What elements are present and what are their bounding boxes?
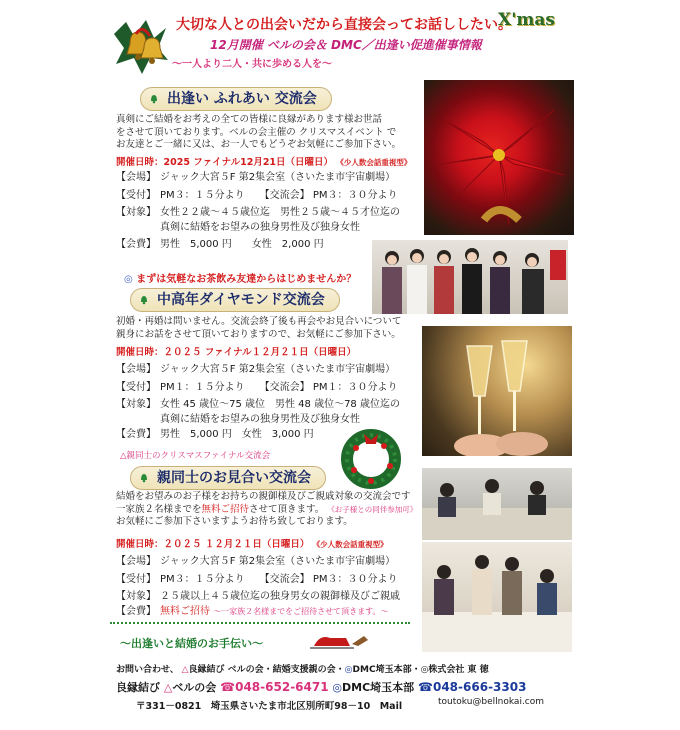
section3-lead: △親同士のクリスマスファイナル交流会	[120, 451, 271, 461]
section1-target-2: 真剣に結婚をお望みの独身男性及び独身女性	[160, 222, 360, 233]
motto: ～一人より二人・共に歩める人を～	[172, 59, 332, 70]
group-photo	[372, 240, 568, 314]
section2-lead: ◎ まずは気軽なお茶飲み友達からはじめませんか？	[124, 274, 357, 285]
section2-intro: 初婚・再婚は問いません。交流会終了後も再会やお見合いについて 親身にお話をさせて頂いておりますので、お気軽にご参加下さい。	[116, 316, 402, 340]
section2-venue: 【会場】 ジャック大宮５F 第2集会室（さいたま市宇宙劇場）	[116, 364, 396, 375]
section2-reception: 【受付】 PM１：１５分より 【交流会】 PM１：３０分より	[116, 382, 398, 393]
section2-target-2: 真剣に結婚をお望みの独身男性及び独身女性	[160, 414, 360, 425]
footer-phone-line: 良縁結び △ベルの会 ☎048-652-6471 ◎DMC埼玉本部 ☎048-666-3303	[116, 680, 527, 694]
section3-fee: 【会費】 無料ご招待 ～一家族２名様までをご招待させて頂きます。～	[116, 606, 389, 617]
section3-intro: 結婚をお望みのお子様をお持ちの親御様及びご親戚対象の交流会です 一家族２名様までを無料ご招待させて頂きます。 《お子様との同伴参加可》 お気軽にご参加下さいますようお待ち致しております。	[116, 491, 418, 527]
footer-slogan: ～出逢いと結婚のお手伝い～	[120, 637, 263, 650]
footer-contact-line: お問い合わせ、 △良縁結び ベルの会・結婚支援親の会・◎DMC埼玉本部・◎株式会社 東 徳	[116, 665, 489, 675]
footer-address: 〒331－0821 埼玉県さいたま市北区別所町98－10 Mail	[136, 701, 403, 712]
santa-sleigh-icon	[306, 626, 376, 652]
section1-intro: 真剣にご結婚をお考えの全ての皆様に良縁があります様お世話 をさせて頂いております。ベルの会主催の クリスマスイベント で お友達とご一緒に又は、お一人でもどうぞお気軽にご参加下さい。	[116, 114, 402, 150]
champagne-photo	[422, 326, 572, 456]
section1-date: 開催日時：2025 ファイナル12月21日（日曜日） 《少人数会話重視型》	[116, 157, 412, 168]
section3-reception: 【受付】 PM３：１５分より 【交流会】 PM３：３０分より	[116, 574, 398, 585]
section1-reception: 【受付】 PM３：１５分より 【交流会】 PM３：３０分より	[116, 190, 398, 201]
section3-date: 開催日時：２０２５ １２月２１日（日曜日） 《少人数会話重視型》	[116, 539, 388, 550]
section2-title: 中高年ダイヤモンド交流会	[130, 288, 340, 312]
meeting-photo-2	[422, 542, 572, 652]
poinsettia-photo	[424, 80, 574, 235]
meeting-photo-1	[422, 468, 572, 540]
header-event-line: 12月開催 ベルの会＆ DMC／出逢い促進催事情報	[210, 38, 482, 52]
tagline: 大切な人との出会いだから直接会ってお話ししたい。	[176, 17, 512, 33]
bell-icon	[148, 92, 160, 104]
bell-icon	[138, 293, 150, 305]
section2-target: 【対象】 女性 45 歳位～75 歳位 男性 48 歳位～78 歳位迄の	[116, 399, 400, 410]
section1-target: 【対象】 女性２２歳～４５歳位迄 男性２５歳～４５才位迄の	[116, 207, 400, 218]
section3-target: 【対象】 ２５歳以上４５歳位迄の独身男女の親御様及びご親戚	[116, 591, 400, 602]
footer-email[interactable]: toutoku@bellnokai.com	[438, 697, 545, 707]
section1-fee: 【会費】 男性 5,000 円 女性 2,000 円	[116, 239, 324, 250]
section2-date: 開催日時：２０２５ ファイナル１２月２１日（日曜日）	[116, 347, 357, 358]
bell-icon	[138, 471, 150, 483]
section1-title: 出逢い ふれあい 交流会	[140, 87, 332, 111]
section3-title: 親同士のお見合い交流会	[130, 466, 326, 490]
christmas-bells-icon	[106, 14, 176, 86]
section1-venue: 【会場】 ジャック大宮５F 第2集会室（さいたま市宇宙劇場）	[116, 172, 396, 183]
section3-venue: 【会場】 ジャック大宮５F 第2集会室（さいたま市宇宙劇場）	[116, 556, 396, 567]
wreath-icon	[340, 428, 402, 490]
flyer	[100, 8, 578, 720]
xmas-label: X'mas	[498, 10, 555, 30]
section2-fee: 【会費】 男性 5,000 円 女性 3,000 円	[116, 429, 314, 440]
